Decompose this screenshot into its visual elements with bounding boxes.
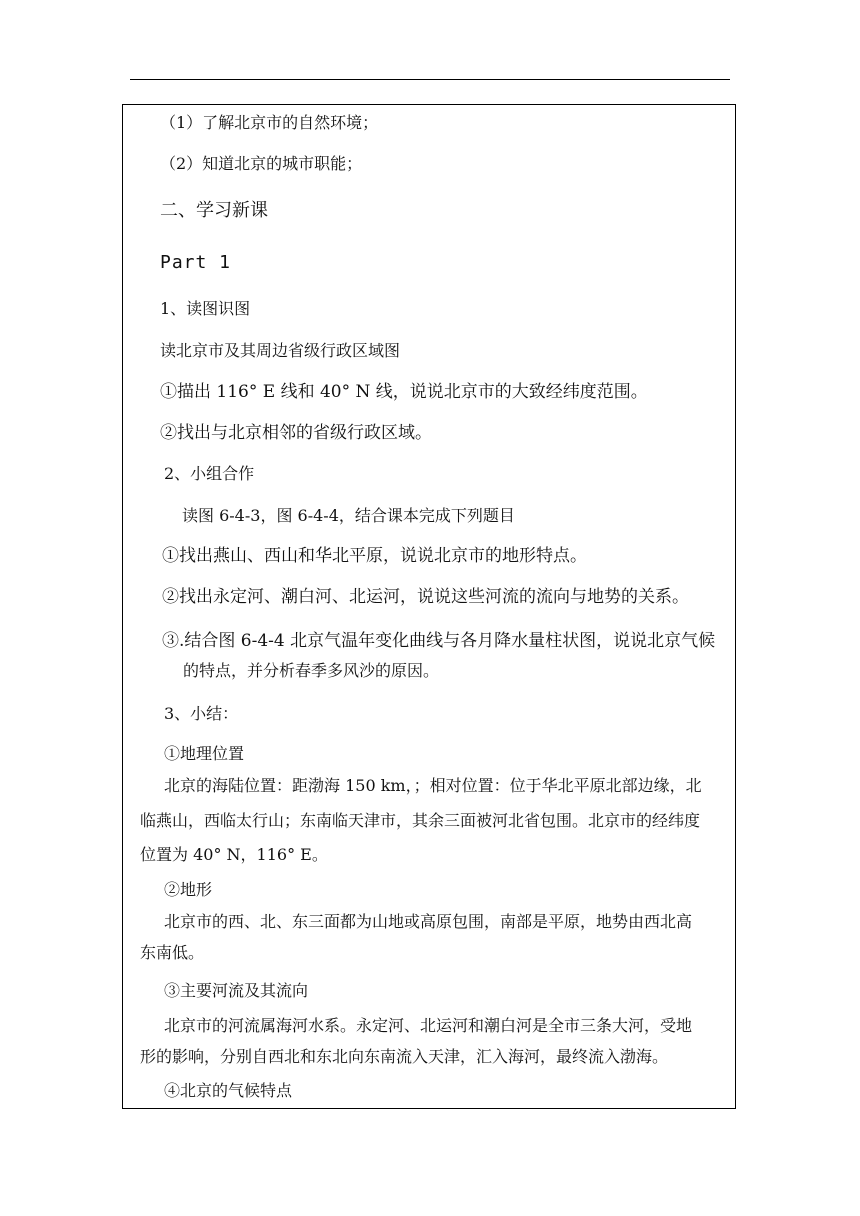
summary-1-title: ①地理位置 <box>164 744 245 763</box>
question-2-1: ①找出燕山、西山和华北平原，说说北京市的地形特点。 <box>162 546 587 566</box>
part-heading: Part 1 <box>160 252 232 273</box>
summary-4-title: ④北京的气候特点 <box>164 1081 293 1100</box>
summary-1-line2: 临燕山，西临太行山；东南临天津市，其余三面被河北省包围。北京市的经纬度 <box>140 811 701 830</box>
summary-2-line1: 北京市的西、北、东三面都为山地或高原包围，南部是平原，地势由西北高 <box>164 912 693 931</box>
goal-1: （1）了解北京市的自然环境； <box>160 113 379 132</box>
summary-3-line1: 北京市的河流属海河水系。永定河、北运河和潮白河是全市三条大河，受地 <box>164 1016 693 1035</box>
summary-2-line2: 东南低。 <box>140 943 205 962</box>
summary-1-line1: 北京的海陆位置：距渤海 150 km，；相对位置：位于华北平原北部边缘，北 <box>164 776 702 795</box>
step-1-intro: 读北京市及其周边省级行政区域图 <box>160 341 401 360</box>
summary-3-line2: 形的影响，分别自西北和东北向东南流入天津，汇入海河，最终流入渤海。 <box>140 1047 669 1066</box>
question-2-2: ②找出永定河、潮白河、北运河，说说这些河流的流向与地势的关系。 <box>162 587 689 607</box>
header-rule <box>130 79 730 80</box>
summary-3-title: ③主要河流及其流向 <box>164 981 309 1000</box>
summary-2-title: ②地形 <box>164 880 213 899</box>
step-1-heading: 1、读图识图 <box>160 299 251 318</box>
step-2-intro: 读图 6-4-3，图 6-4-4，结合课本完成下列题目 <box>182 506 515 525</box>
question-2-3-line2: 的特点，并分析春季多风沙的原因。 <box>183 661 440 680</box>
summary-1-line3: 位置为 40° N，116° E。 <box>140 845 328 864</box>
step-2-heading: 2、小组合作 <box>164 464 255 483</box>
step-3-heading: 3、小结： <box>164 704 239 723</box>
goal-2: （2）知道北京的城市职能； <box>160 154 363 173</box>
section-heading: 二、学习新课 <box>160 200 268 221</box>
question-2-3-line1: ③.结合图 6-4-4 北京气温年变化曲线与各月降水量柱状图，说说北京气候 <box>162 631 716 651</box>
question-1-2: ②找出与北京相邻的省级行政区域。 <box>160 423 432 443</box>
question-1-1: ①描出 116° E 线和 40° N 线，说说北京市的大致经纬度范围。 <box>160 382 648 402</box>
